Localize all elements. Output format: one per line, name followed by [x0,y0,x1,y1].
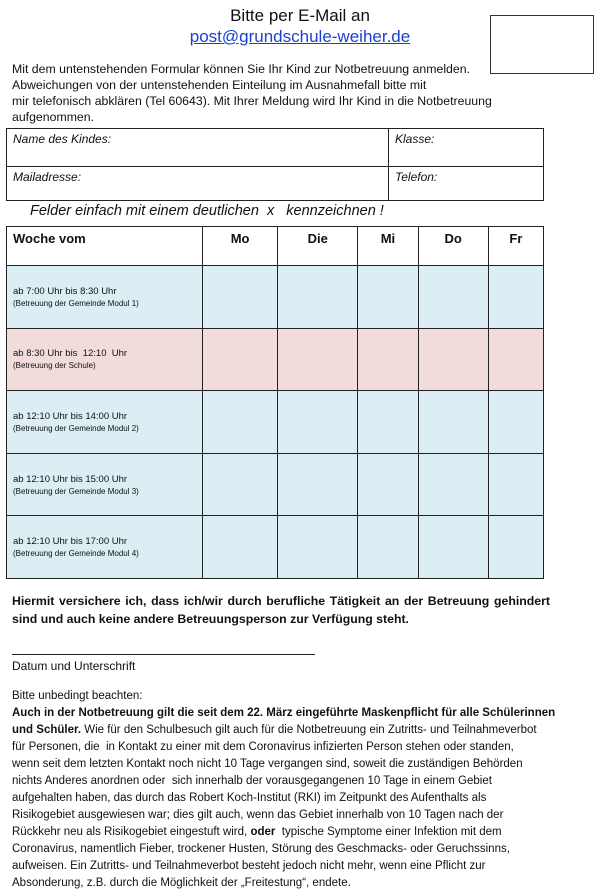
signature-line[interactable] [12,654,315,655]
time-desc: (Betreuung der Gemeinde Modul 3) [13,486,139,496]
notice-line [12,722,550,739]
time-desc: (Betreuung der Gemeinde Modul 4) [13,549,139,559]
checkbox-cell[interactable] [358,516,418,579]
checkbox-cell[interactable] [418,516,488,579]
info-table [6,128,544,201]
time-desc: (Betreuung der Gemeinde Modul 2) [13,423,139,433]
notice-line: wenn seit dem letzten Kontakt noch nicht 10 Tage vergangen sind, soweit die zuständigen Behörden [12,758,523,770]
time-range: ab 12:10 Uhr bis 17:00 Uhr [13,536,128,548]
notice-line: Absonderung, z.B. durch die Möglichkeit der „Freitestung“, endete. [12,877,351,889]
declaration-text: Hiermit versichere ich, dass ich/wir durch berufliche Tätigkeit an der Betreuung gehindert sind und auch keine andere Betreuungsperson zur Verfügung steht. [12,594,550,626]
checkbox-cell[interactable] [278,391,358,454]
signature-label: Datum und Unterschrift [12,659,136,673]
time-desc: (Betreuung der Schule) [13,361,96,371]
checkbox-cell[interactable] [203,328,278,391]
instruction-hint: Felder einfach mit einem deutlichen x kennzeichnen ! [30,203,384,219]
time-range: ab 8:30 Uhr bis 12:10 Uhr [13,348,128,360]
checkbox-cell[interactable] [488,391,543,454]
notice-line: aufgehalten haben, das durch das Robert Koch-Institut (RKI) im Zeitpunkt des Aufenthalts als [12,792,487,804]
notice-rest: Wie für den Schulbesuch gilt auch für die Notbetreuung ein Zutritts- und Teilnahmeverbot [81,724,537,736]
phone-field[interactable]: Telefon: [389,167,544,201]
table-row [7,453,544,516]
notice-line: nichts Anderes anordnen oder sich innerhalb der vorausgegangenen 10 Tage in einem Gebiet [12,775,492,787]
checkbox-cell[interactable] [418,266,488,329]
checkbox-cell[interactable] [278,266,358,329]
table-row [7,266,544,329]
notice-line: Coronavirus, namentlich Fieber, trockener Husten, Störung des Geschmacks- oder Geruchssinns, [12,843,510,855]
table-row [7,328,544,391]
notice-line [12,824,550,841]
notice-line: Bitte unbedingt beachten: [12,690,143,702]
checkbox-cell[interactable] [203,391,278,454]
time-slot-label [7,391,203,454]
notice-part: typische Symptome einer Infektion mit dem [275,826,502,838]
time-desc: (Betreuung der Gemeinde Modul 1) [13,298,139,308]
checkbox-cell[interactable] [358,266,418,329]
day-header-do: Do [418,227,488,266]
checkbox-cell[interactable] [203,516,278,579]
notice-bold: und Schüler. [12,724,82,736]
checkbox-cell[interactable] [488,453,543,516]
notice-text [12,688,556,892]
checkbox-cell[interactable] [418,391,488,454]
time-slot-label [7,453,203,516]
checkbox-cell[interactable] [358,391,418,454]
checkbox-cell[interactable] [488,266,543,329]
time-slot-label [7,328,203,391]
notice-line: Auch in der Notbetreuung gilt die seit dem 22. März eingeführte Maskenpflicht für alle Schülerinnen [12,707,556,719]
schedule-table [6,226,544,579]
notice-line: aufweisen. Ein Zutritts- und Teilnahmeverbot besteht jedoch nicht mehr, wenn eine Pflicht zur [12,860,486,872]
day-header-mo: Mo [203,227,278,266]
header-line: Bitte per E-Mail an [230,6,370,25]
child-name-field[interactable]: Name des Kindes: [7,129,389,167]
mail-field[interactable]: Mailadresse: [7,167,389,201]
time-range: ab 12:10 Uhr bis 15:00 Uhr [13,473,128,485]
checkbox-cell[interactable] [278,516,358,579]
checkbox-cell[interactable] [488,328,543,391]
notice-line: Risikogebiet ausgewiesen war; dies gilt auch, wenn das Gebiet innerhalb von 10 Tagen nach der [12,809,504,821]
intro-line: Abweichungen von der untenstehenden Einteilung im Ausnahmefall bitte mit [12,78,427,92]
checkbox-cell[interactable] [488,516,543,579]
intro-line: mir telefonisch abklären (Tel 60643). Mit Ihrer Meldung wird Ihr Kind in die Notbetreuung [12,94,492,108]
time-slot-label [7,266,203,329]
checkbox-cell[interactable] [278,328,358,391]
checkbox-cell[interactable] [418,453,488,516]
notice-bold: oder [250,826,276,838]
time-range: ab 7:00 Uhr bis 8:30 Uhr [13,285,117,297]
day-header-die: Die [278,227,358,266]
week-header: Woche vom [7,227,203,266]
checkbox-cell[interactable] [358,453,418,516]
checkbox-cell[interactable] [203,453,278,516]
notice-line: für Personen, die in Kontakt zu einer mit dem Coronavirus infizierten Person stehen oder standen, [12,741,514,753]
intro-text [12,61,550,125]
checkbox-cell[interactable] [418,328,488,391]
checkbox-cell[interactable] [203,266,278,329]
checkbox-cell[interactable] [358,328,418,391]
day-header-fr: Fr [488,227,543,266]
email-link[interactable]: post@grundschule-weiher.de [189,27,411,46]
table-row [7,391,544,454]
notice-part: Rückkehr neu als Risikogebiet eingestuft wird, [12,826,251,838]
time-range: ab 12:10 Uhr bis 14:00 Uhr [13,410,128,422]
checkbox-cell[interactable] [278,453,358,516]
intro-line: Mit dem untenstehenden Formular können Sie Ihr Kind zur Notbetreuung anmelden. [12,62,470,76]
class-field[interactable]: Klasse: [389,129,544,167]
table-row [7,516,544,579]
day-header-mi: Mi [358,227,418,266]
time-slot-label [7,516,203,579]
intro-line: aufgenommen. [12,110,95,124]
